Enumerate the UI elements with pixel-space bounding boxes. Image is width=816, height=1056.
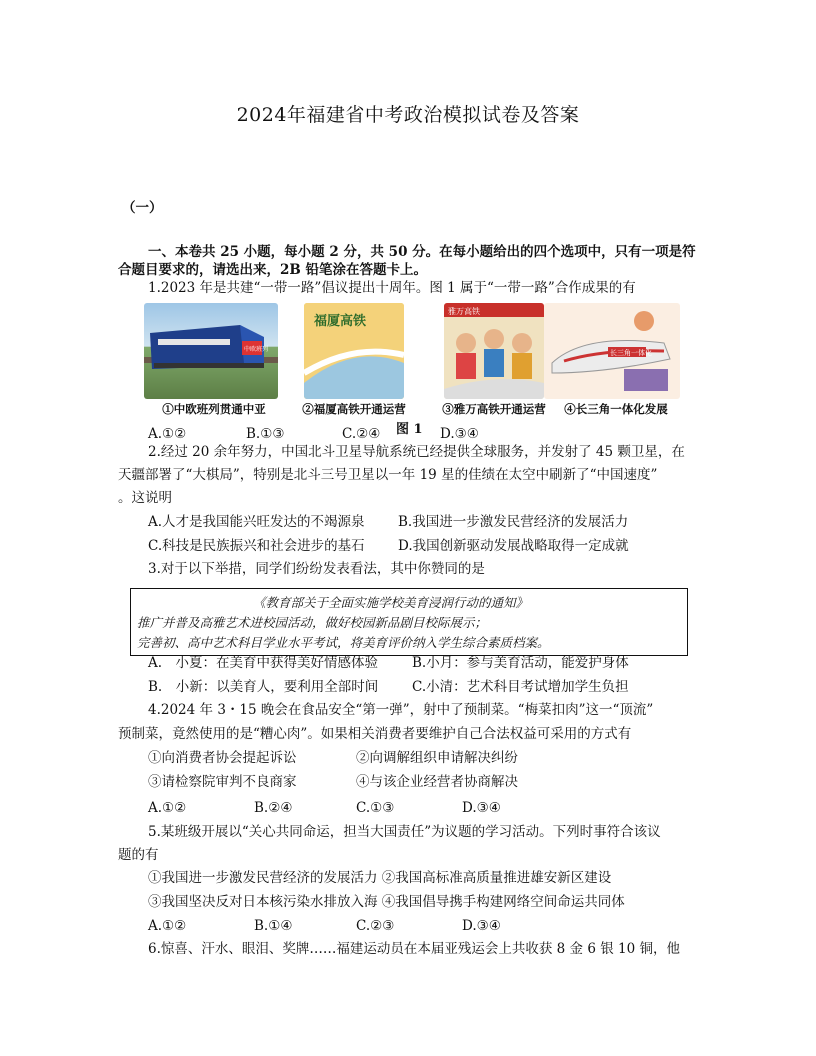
- q1-option-d: D.③④: [440, 426, 479, 442]
- q3-box-line-2: 完善初、高中艺术科目学业水平考试，将美育评价纳入学生综合素质档案。: [137, 635, 550, 650]
- q4-item-1: ①向消费者协会提起诉讼: [148, 750, 297, 766]
- q4-option-b: B.②④: [254, 800, 293, 816]
- q3-box-line-1: 推广并普及高雅艺术进校园活动，做好校园新品剧目校际展示；: [137, 615, 488, 630]
- q5-option-c: C.②③: [356, 918, 395, 934]
- q1-option-c: C.②④: [342, 426, 381, 442]
- q3-stem: 3.对于以下举措，同学们纷纷发表看法，其中你赞同的是: [148, 561, 485, 577]
- yawan-label: 雅万高铁: [448, 307, 480, 316]
- q1-caption-2: ②福厦高铁开通运营: [302, 402, 406, 416]
- q1-image-fuxia: [304, 303, 404, 399]
- instructions-line-2: 合题目要求的，请选出来，2B 铅笔涂在答题卡上。: [118, 262, 428, 278]
- changsanjiao-label: 长三角一体化: [610, 349, 652, 357]
- q6-stem: 6.惊喜、汗水、眼泪、奖牌……福建运动员在本届亚残运会上共收获 8 金 6 银 10 铜，他: [148, 941, 680, 957]
- q1-image-changsanjiao: [544, 303, 680, 399]
- q1-stem: 1.2023 年是共建“一带一路”倡议提出十周年。图 1 属于“一带一路”合作成果的有: [148, 280, 636, 296]
- q1-option-b: B.①③: [246, 426, 285, 442]
- q5-stem-line-2: 题的有: [118, 847, 159, 863]
- q3-option-a: A. 小夏：在美育中获得美好情感体验: [148, 655, 379, 671]
- q3-option-b: B.小月：参与美育活动，能爱护身体: [412, 655, 629, 671]
- changsanjiao-illustration: [544, 303, 680, 399]
- q1-caption-1: ①中欧班列贯通中亚: [162, 402, 266, 416]
- q5-option-b: B.①④: [254, 918, 293, 934]
- q2-stem-line-1: 2.经过 20 余年努力，中国北斗卫星导航系统已经提供全球服务，并发射了 45 颗卫星，在: [148, 444, 685, 460]
- q3-option-c: C.小清：艺术科目考试增加学生负担: [412, 679, 629, 695]
- q4-item-3: ③请检察院审判不良商家: [148, 774, 297, 790]
- q1-figure-label: 图 1: [396, 422, 423, 437]
- q1-caption-3: ③雅万高铁开通运营: [442, 402, 546, 416]
- q1-option-a: A.①②: [148, 426, 187, 442]
- q4-option-a: A.①②: [148, 800, 187, 816]
- q2-option-d: D.我国创新驱动发展战略取得一定成就: [398, 538, 629, 554]
- q3-box-title: 《教育部关于全面实施学校美育浸润行动的通知》: [253, 595, 529, 610]
- q2-option-b: B.我国进一步激发民营经济的发展活力: [398, 514, 629, 530]
- q2-option-a: A.人才是我国能兴旺发达的不竭源泉: [148, 514, 365, 530]
- q3-notice-box: [130, 588, 688, 656]
- q5-option-d: D.③④: [462, 918, 501, 934]
- q4-item-4: ④与该企业经营者协商解决: [356, 774, 518, 790]
- q1-caption-4: ④长三角一体化发展: [564, 402, 668, 416]
- q4-option-c: C.①③: [356, 800, 395, 816]
- page-title: 2024年福建省中考政治模拟试卷及答案: [236, 104, 580, 126]
- fuxia-label: 福厦高铁: [314, 314, 367, 329]
- instructions-line-1: 一、本卷共 25 小题，每小题 2 分，共 50 分。在每小题给出的四个选项中，只有一项是符: [148, 244, 696, 260]
- train-illustration: [144, 303, 278, 399]
- q4-stem-line-1: 4.2024 年 3・15 晚会在食品安全“第一弹”，射中了预制菜。“梅菜扣肉”这一“顶流”: [148, 702, 654, 718]
- q2-stem-line-3: 。这说明: [118, 490, 172, 506]
- section-label: （一）: [122, 200, 163, 216]
- q4-option-d: D.③④: [462, 800, 501, 816]
- q3-option-b2: B. 小新：以美育人，要利用全部时间: [148, 679, 379, 695]
- yawan-illustration: [444, 303, 544, 399]
- q4-stem-line-2: 预制菜，竟然使用的是“糟心肉”。如果相关消费者要维护自己合法权益可采用的方式有: [118, 726, 632, 742]
- q1-image-yawan: [444, 303, 544, 399]
- q5-stem-line-1: 5.某班级开展以“关心共同命运，担当大国责任”为议题的学习活动。下列时事符合该议: [148, 824, 661, 840]
- q1-image-train: [144, 303, 278, 399]
- fuxia-illustration: [304, 303, 404, 399]
- q2-option-c: C.科技是民族振兴和社会进步的基石: [148, 538, 365, 554]
- q2-stem-line-2: 天疆部署了“大棋局”，特别是北斗三号卫星以一年 19 星的佳绩在太空中刷新了“中国速度”: [118, 467, 658, 483]
- q5-items-line-2: ③我国坚决反对日本核污染水排放入海 ④我国倡导携手构建网络空间命运共同体: [148, 894, 625, 910]
- q5-items-line-1: ①我国进一步激发民营经济的发展活力 ②我国高标准高质量推进雄安新区建设: [148, 870, 612, 886]
- q5-option-a: A.①②: [148, 918, 187, 934]
- q4-item-2: ②向调解组织申请解决纠纷: [356, 750, 518, 766]
- train-label: 中欧班列: [244, 346, 269, 353]
